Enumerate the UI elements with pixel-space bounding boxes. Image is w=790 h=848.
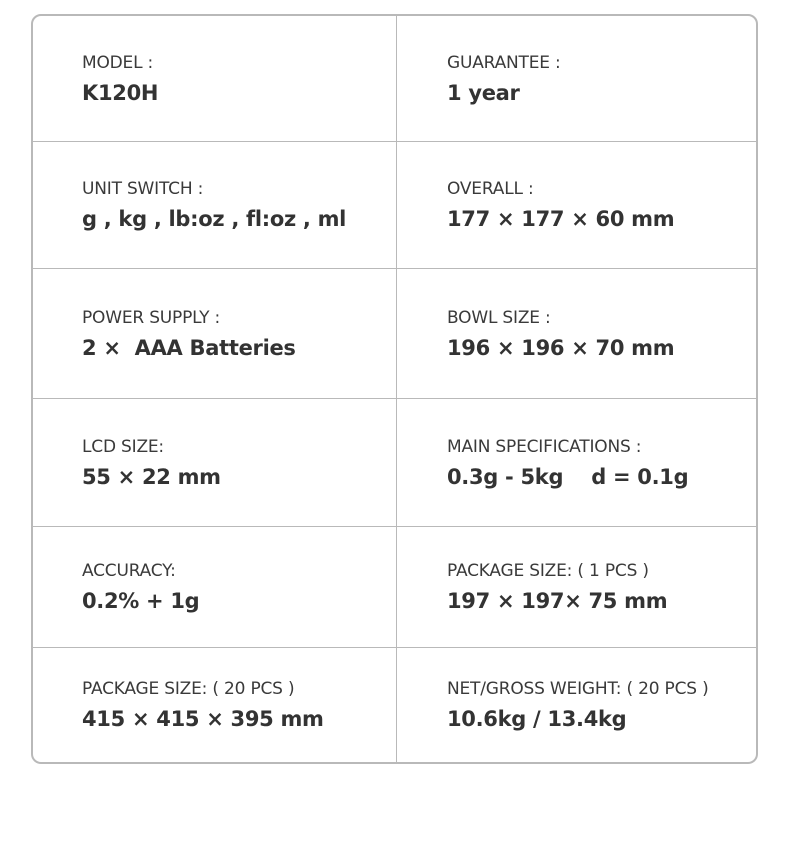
spec-cell-guarantee bbox=[397, 16, 756, 142]
spec-value: 55 × 22 mm bbox=[82, 464, 221, 489]
spec-cell-main-specifications bbox=[397, 399, 756, 527]
spec-label: GUARANTEE : bbox=[447, 52, 561, 73]
spec-label: OVERALL : bbox=[447, 179, 534, 199]
spec-value: 197 × 197× 75 mm bbox=[447, 589, 668, 613]
spec-value: 0.3g - 5kg d = 0.1g bbox=[447, 464, 689, 489]
spec-value: 0.2% + 1g bbox=[82, 589, 200, 613]
spec-cell-package-size-1pcs bbox=[397, 527, 756, 648]
spec-table bbox=[31, 14, 758, 764]
spec-label: BOWL SIZE : bbox=[447, 307, 551, 328]
spec-label: PACKAGE SIZE: ( 20 PCS ) bbox=[82, 679, 295, 699]
spec-label: POWER SUPPLY : bbox=[82, 307, 221, 328]
spec-value: g , kg , lb:oz , fl:oz , ml bbox=[82, 207, 347, 231]
spec-cell-bowl-size bbox=[397, 269, 756, 399]
spec-label: UNIT SWITCH : bbox=[82, 179, 204, 199]
spec-value: 10.6kg / 13.4kg bbox=[447, 707, 627, 731]
spec-cell-lcd-size bbox=[33, 399, 397, 527]
spec-value: 1 year bbox=[447, 80, 520, 105]
spec-label: MODEL : bbox=[82, 52, 154, 73]
spec-value: K120H bbox=[82, 80, 159, 105]
spec-cell-unit-switch bbox=[33, 142, 397, 269]
spec-label: MAIN SPECIFICATIONS : bbox=[447, 436, 642, 457]
spec-cell-package-size-20pcs bbox=[33, 648, 397, 762]
spec-label: PACKAGE SIZE: ( 1 PCS ) bbox=[447, 561, 649, 581]
spec-cell-overall bbox=[397, 142, 756, 269]
spec-cell-accuracy bbox=[33, 527, 397, 648]
spec-cell-model bbox=[33, 16, 397, 142]
spec-value: 177 × 177 × 60 mm bbox=[447, 207, 675, 231]
spec-cell-net-gross-weight bbox=[397, 648, 756, 762]
spec-value: 2 × AAA Batteries bbox=[82, 335, 296, 360]
spec-cell-power-supply bbox=[33, 269, 397, 399]
spec-value: 196 × 196 × 70 mm bbox=[447, 335, 675, 360]
spec-label: LCD SIZE: bbox=[82, 436, 164, 457]
spec-value: 415 × 415 × 395 mm bbox=[82, 707, 324, 731]
spec-label: NET/GROSS WEIGHT: ( 20 PCS ) bbox=[447, 679, 709, 699]
spec-label: ACCURACY: bbox=[82, 561, 176, 581]
